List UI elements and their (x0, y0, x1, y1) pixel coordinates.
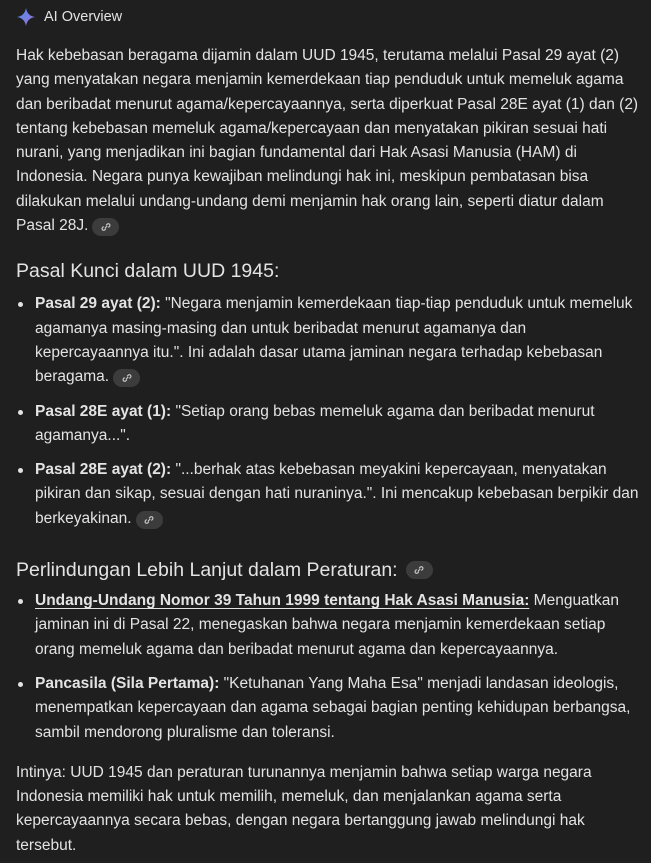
list-item-text: "...berhak atas kebebasan meyakini kepercayaan, menyatakan pikiran dan sikap, sesuai dengan hati nuraninya.". Ini mencakup kebebasan berpikir dan berkeyakinan. (35, 461, 639, 527)
list-item (16, 400, 643, 449)
list-item-text: "Ketuhanan Yang Maha Esa" menjadi landasan ideologis, menempatkan kepercayaan dan agama sebagai bagian penting kehidupan berbangsa, sambil mendorong pluralisme dan toleransi. (35, 674, 631, 741)
intro-paragraph: Hak kebebasan beragama dijamin dalam UUD 1945, terutama melalui Pasal 29 ayat (2) yang menyatakan negara menjamin kemerdekaan tiap penduduk untuk memeluk agama dan beribadat menurut agama/kepercayaannya, serta diperkuat Pasal 28E ayat (1) dan (2) tentang kebebasan memeluk agama/kepercayaan dan menyatakan pikiran sesuai hati nurani, yang menjadikan ini bagian fundamental dari Hak Asasi Manusia (HAM) di Indonesia. Negara punya kewajiban melindungi hak ini, meskipun pembatasan bisa dilakukan melalui undang-undang demi menjamin hak orang lain, seperti diatur dalam Pasal 28J. (16, 47, 639, 235)
list-item-term: Pancasila (Sila Pertama): (35, 674, 220, 692)
list-item-text: "Negara menjamin kemerdekaan tiap-tiap penduduk untuk memeluk agamanya masing-masing dan untuk beribadat menurut agamanya dan kepercayaannya itu.". Ini adalah dasar utama jaminan negara terhadap kebebasan beragama. (35, 295, 633, 386)
list-item-term: Pasal 28E ayat (1): (35, 402, 172, 420)
ai-overview-title: AI Overview (44, 9, 123, 25)
source-link-icon[interactable] (113, 369, 140, 387)
source-link-icon[interactable] (406, 561, 433, 579)
source-link-icon[interactable] (92, 218, 119, 236)
list-item (16, 292, 643, 389)
source-link-icon[interactable] (136, 511, 163, 529)
list-item-term: Pasal 28E ayat (2): (35, 461, 172, 479)
list-item (16, 589, 643, 662)
list-item-text: Menguatkan jaminan ini di Pasal 22, menegaskan bahwa negara menjamin kemerdekaan setiap orang memeluk agama dan beribadat menurut agama dan kepercayaannya. (35, 592, 619, 658)
list-item-term: Pasal 29 ayat (2): (35, 295, 161, 313)
list-item-text: "Setiap orang bebas memeluk agama dan beribadat menurut agamanya...". (35, 402, 595, 444)
section-heading-pasal-kunci: Pasal Kunci dalam UUD 1945: (16, 260, 280, 283)
uu-39-1999-link[interactable]: Undang-Undang Nomor 39 Tahun 1999 tentang Hak Asasi Manusia: (35, 592, 530, 610)
section-heading-perlindungan: Perlindungan Lebih Lanjut dalam Peraturan: (16, 557, 643, 583)
sparkle-icon (16, 7, 36, 27)
list-item (16, 672, 643, 745)
perlindungan-list (16, 589, 643, 745)
list-item (16, 458, 643, 531)
ai-overview-header (16, 0, 643, 34)
pasal-kunci-list (16, 292, 643, 531)
outro-paragraph: Intinya: UUD 1945 dan peraturan turunannya menjamin bahwa setiap warga negara Indonesia memiliki hak untuk memilih, memeluk, dan menjalankan agama serta kepercayaannya secara bebas, dengan negara bertanggung jawab melindungi hak tersebut. (16, 763, 592, 854)
